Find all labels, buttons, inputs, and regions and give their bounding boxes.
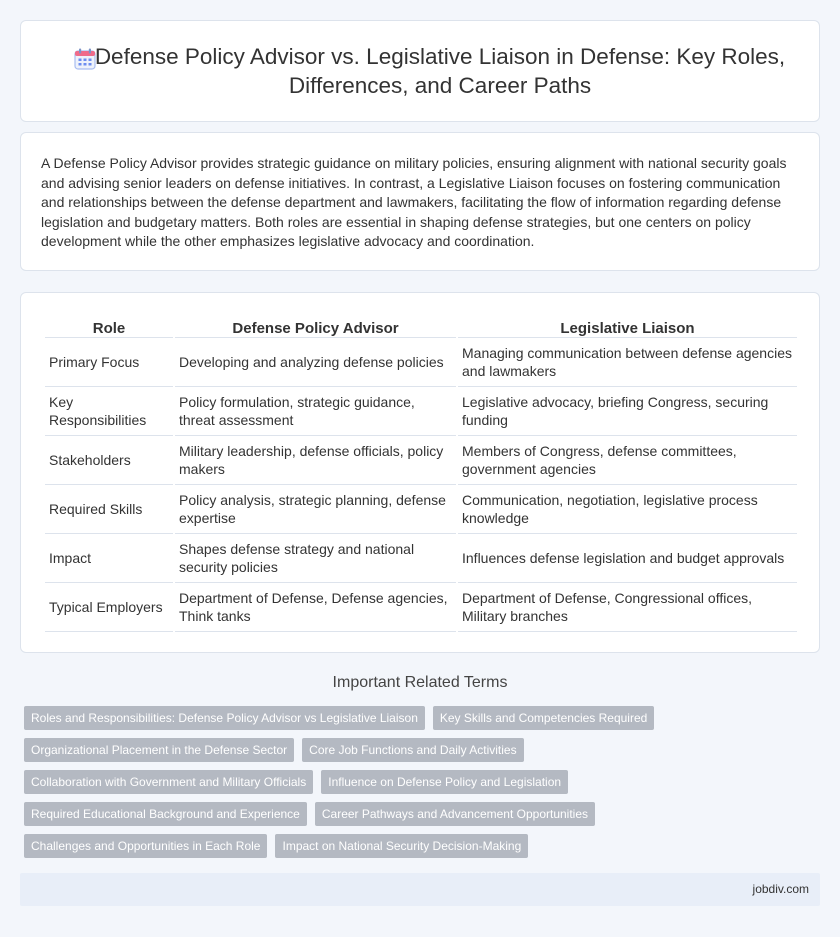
intro-card — [20, 132, 820, 271]
table-cell: Developing and analyzing defense policies — [175, 338, 456, 387]
column-header-role: Role — [45, 315, 173, 338]
tag-row — [24, 834, 824, 858]
table-cell: Policy formulation, strategic guidance, threat assessment — [175, 387, 456, 436]
table-cell: Influences defense legislation and budget approvals — [458, 534, 797, 583]
comparison-card — [20, 292, 820, 653]
column-header-legislative-liaison: Legislative Liaison — [458, 315, 797, 338]
tag-row — [24, 738, 824, 762]
table-cell: Primary Focus — [45, 338, 173, 387]
table-cell: Impact — [45, 534, 173, 583]
tag-row — [24, 802, 824, 826]
related-term-tag[interactable]: Organizational Placement in the Defense Sector — [24, 738, 294, 762]
table-row — [45, 485, 797, 534]
related-term-tag[interactable]: Core Job Functions and Daily Activities — [302, 738, 523, 762]
related-terms-list — [24, 706, 824, 866]
footer-site-link[interactable]: jobdiv.com — [752, 882, 809, 896]
table-cell: Typical Employers — [45, 583, 173, 632]
table-cell: Members of Congress, defense committees, government agencies — [458, 436, 797, 485]
related-term-tag[interactable]: Roles and Responsibilities: Defense Policy Advisor vs Legislative Liaison — [24, 706, 425, 730]
table-cell: Stakeholders — [45, 436, 173, 485]
tag-row — [24, 706, 824, 730]
table-row — [45, 583, 797, 632]
comparison-table — [43, 315, 799, 632]
table-cell: Communication, negotiation, legislative process knowledge — [458, 485, 797, 534]
table-row — [45, 534, 797, 583]
related-term-tag[interactable]: Required Educational Background and Experience — [24, 802, 307, 826]
table-cell: Shapes defense strategy and national security policies — [175, 534, 456, 583]
table-cell: Legislative advocacy, briefing Congress, securing funding — [458, 387, 797, 436]
table-row — [45, 338, 797, 387]
column-header-policy-advisor: Defense Policy Advisor — [175, 315, 456, 338]
table-row — [45, 436, 797, 485]
page-title: Defense Policy Advisor vs. Legislative Liaison in Defense: Key Roles, Differences, and Career Paths — [94, 44, 786, 98]
related-term-tag[interactable]: Career Pathways and Advancement Opportunities — [315, 802, 595, 826]
table-cell: Key Responsibilities — [45, 387, 173, 436]
header-card — [20, 20, 820, 122]
related-term-tag[interactable]: Impact on National Security Decision-Making — [275, 834, 528, 858]
related-term-tag[interactable]: Influence on Defense Policy and Legislation — [321, 770, 568, 794]
footer — [20, 873, 820, 906]
intro-paragraph: A Defense Policy Advisor provides strategic guidance on military policies, ensuring alignment with national security goals and advising senior leaders on defense initiatives. In contrast, a Legislative Liaison focuses on fostering communication and relationships between the defense department and lawmakers, facilitating the flow of information regarding defense legislation and budgetary matters. Both roles are essential in shaping defense strategies, but one centers on policy development while the other emphasizes legislative advocacy and coordination. — [41, 155, 787, 250]
table-cell: Military leadership, defense officials, policy makers — [175, 436, 456, 485]
related-term-tag[interactable]: Collaboration with Government and Military Officials — [24, 770, 313, 794]
table-cell: Managing communication between defense agencies and lawmakers — [458, 338, 797, 387]
table-row — [45, 387, 797, 436]
table-cell: Required Skills — [45, 485, 173, 534]
tag-row — [24, 770, 824, 794]
related-term-tag[interactable]: Key Skills and Competencies Required — [433, 706, 654, 730]
table-header-row — [45, 315, 797, 338]
table-cell: Policy analysis, strategic planning, defense expertise — [175, 485, 456, 534]
related-terms-heading: Important Related Terms — [332, 674, 508, 691]
table-cell: Department of Defense, Defense agencies, Think tanks — [175, 583, 456, 632]
related-term-tag[interactable]: Challenges and Opportunities in Each Role — [24, 834, 267, 858]
table-cell: Department of Defense, Congressional offices, Military branches — [458, 583, 797, 632]
